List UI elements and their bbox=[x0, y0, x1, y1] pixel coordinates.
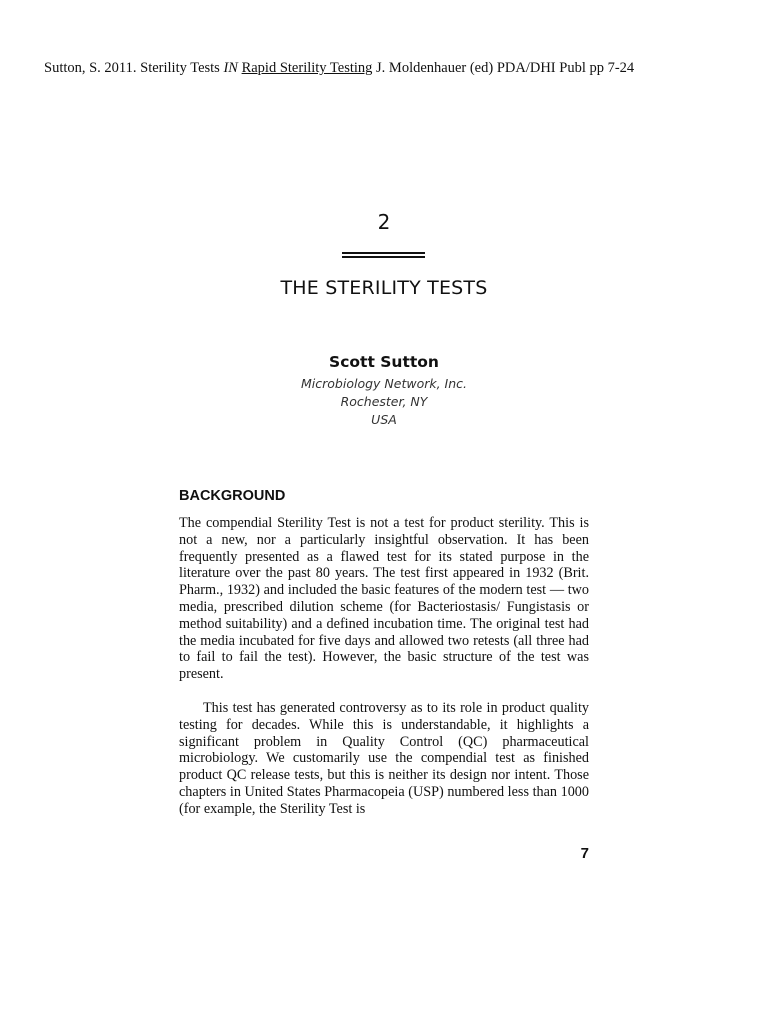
citation-prefix: Sutton, S. 2011. Sterility Tests bbox=[44, 60, 224, 76]
chapter-number: 2 bbox=[377, 210, 391, 234]
chapter-rule-top-line bbox=[342, 252, 425, 254]
author-organization: Microbiology Network, Inc. bbox=[301, 376, 467, 391]
author-country: USA bbox=[371, 412, 397, 427]
chapter-rule-bottom-line bbox=[342, 256, 425, 258]
page-number: 7 bbox=[580, 845, 589, 862]
citation-suffix: J. Moldenhauer (ed) PDA/DHI Publ pp 7-24 bbox=[372, 60, 635, 76]
citation-in-word: IN bbox=[223, 60, 238, 76]
citation-book-title: Rapid Sterility Testing bbox=[241, 60, 373, 76]
author-city: Rochester, NY bbox=[340, 394, 428, 409]
body-text bbox=[179, 515, 589, 818]
author-block bbox=[0, 353, 768, 429]
author-name: Scott Sutton bbox=[329, 353, 439, 371]
body-paragraph-2: This test has generated controversy as to its role in product quality testing for decades. While this is understandable, it highlights a significant problem in Quality Control (QC) pharmaceutical microbiology. We customarily use the compendial test as finished product QC release tests, but this is neither its design nor intent. Those chapters in United States Pharmacopeia (USP) numbered less than 1000 (for example, the Sterility Test is bbox=[179, 699, 589, 817]
chapter-title: THE STERILITY TESTS bbox=[280, 277, 488, 299]
body-paragraph-1: The compendial Sterility Test is not a test for product sterility. This is not a new, nor a particularly insightful observation. It has been frequently presented as a flawed test for its stated purpose in the literature over the past 80 years. The test first appeared in 1932 (Brit. Pharm., 1932) and included the basic features of the modern test — two media, prescribed dilution scheme (for Bacteriostasis/ Fungistasis or method suitability) and a defined incubation time. The original test had the media incubated for five days and allowed two retests (all three had to fail to fail the test). However, the basic structure of the test was present. bbox=[179, 515, 589, 683]
citation-line bbox=[44, 60, 744, 77]
section-heading: BACKGROUND bbox=[179, 488, 286, 504]
chapter-rule bbox=[342, 252, 425, 258]
